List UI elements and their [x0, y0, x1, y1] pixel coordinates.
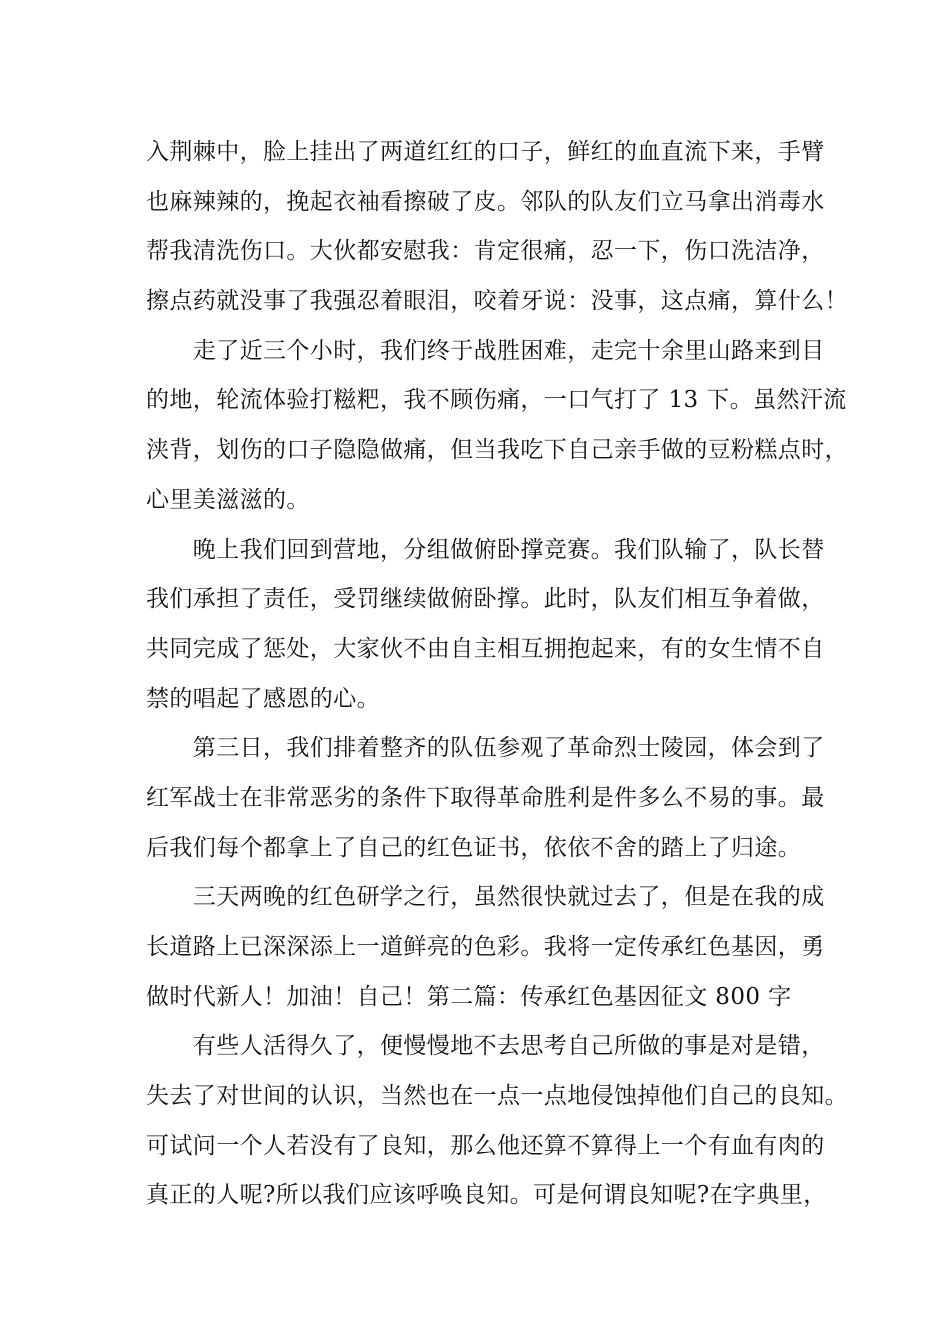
text-line: 红军战士在非常恶劣的条件下取得革命胜利是件多么不易的事。最: [146, 784, 825, 811]
text-line: 第三日，我们排着整齐的队伍参观了革命烈士陵园，体会到了: [146, 735, 825, 762]
text-line: 也麻辣辣的，挽起衣袖看擦破了皮。邻队的队友们立马拿出消毒水: [146, 188, 825, 215]
text-line: 心里美滋滋的。: [146, 486, 310, 513]
text-line: 禁的唱起了感恩的心。: [146, 685, 380, 712]
document-body: [146, 128, 848, 1221]
text-line: 真正的人呢?所以我们应该呼唤良知。可是何谓良知呢?在字典里，: [146, 1182, 827, 1209]
text-line: 失去了对世间的认识，当然也在一点一点地侵蚀掉他们自己的良知。: [146, 1083, 848, 1110]
text-line: 有些人活得久了，便慢慢地不去思考自己所做的事是对是错，: [146, 1033, 825, 1060]
text-line: 我们承担了责任，受罚继续做俯卧撑。此时，队友们相互争着做，: [146, 586, 825, 613]
text-line: 后我们每个都拿上了自己的红色证书，依依不舍的踏上了归途。: [146, 834, 802, 861]
text-line: 做时代新人！加油！自己！第二篇：传承红色基因征文 800 字: [146, 983, 792, 1010]
text-line: 晚上我们回到营地，分组做俯卧撑竞赛。我们队输了，队长替: [146, 536, 825, 563]
text-line: 三天两晚的红色研学之行，虽然很快就过去了，但是在我的成: [146, 884, 825, 911]
text-line: 长道路上已深深添上一道鲜亮的色彩。我将一定传承红色基因，勇: [146, 934, 825, 960]
text-line: 浃背，划伤的口子隐隐做痛，但当我吃下自己亲手做的豆粉糕点时，: [146, 437, 848, 464]
text-line: 共同完成了惩处，大家伙不由自主相互拥抱起来，有的女生情不自: [146, 635, 825, 662]
text-line: 可试问一个人若没有了良知，那么他还算不算得上一个有血有肉的: [146, 1132, 825, 1159]
text-line: 帮我清洗伤口。大伙都安慰我：肯定很痛，忍一下，伤口洗洁净，: [146, 238, 825, 265]
text-line: 擦点药就没事了我强忍着眼泪，咬着牙说：没事，这点痛，算什么！: [146, 288, 848, 315]
text-line: 走了近三个小时，我们终于战胜困难，走完十余里山路来到目: [146, 337, 825, 364]
text-line: 入荆棘中，脸上挂出了两道红红的口子，鲜红的血直流下来，手臂: [146, 139, 825, 165]
text-line: 的地，轮流体验打糍粑，我不顾伤痛，一口气打了 13 下。虽然汗流: [146, 387, 847, 414]
